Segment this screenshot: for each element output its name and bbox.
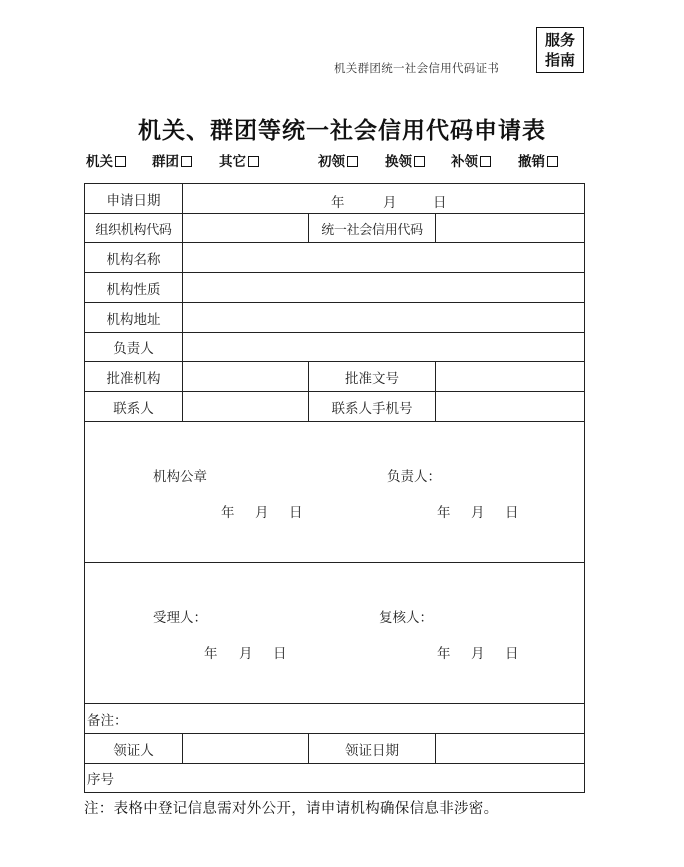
org-nature-label: 机构性质	[85, 273, 183, 303]
badge-line-2: 指南	[544, 51, 575, 69]
principal-sign-label: 负责人：	[387, 469, 441, 485]
row-collect	[85, 734, 585, 764]
footer-note: 注：表格中登记信息需对外公开，请申请机构确保信息非涉密。	[84, 801, 499, 817]
option-huanling[interactable]: 换领	[385, 150, 425, 170]
receiver-date-day: 日	[273, 646, 287, 662]
option-quntuan[interactable]: 群团	[152, 150, 192, 170]
document-subtitle: 机关群团统一社会信用代码证书	[334, 61, 500, 75]
serial-field[interactable]	[85, 764, 585, 793]
row-contact	[85, 392, 585, 422]
collector-label: 领证人	[85, 734, 183, 764]
seal-label: 机构公章	[153, 469, 207, 485]
seal-date-day: 日	[289, 505, 303, 521]
apply-date-year: 年	[331, 194, 345, 211]
application-form-table	[84, 183, 585, 793]
receiver-date-month: 月	[239, 646, 253, 662]
apply-date-day: 日	[433, 194, 447, 211]
checkbox-icon[interactable]	[547, 156, 558, 167]
remarks-field[interactable]	[85, 704, 585, 734]
principal-field[interactable]	[183, 333, 585, 362]
receiver-label: 受理人：	[153, 610, 207, 626]
approve-doc-field[interactable]	[436, 362, 585, 392]
collect-date-label: 领证日期	[309, 734, 436, 764]
org-name-field[interactable]	[183, 243, 585, 273]
remarks-label: 备注：	[87, 712, 128, 729]
row-serial	[85, 764, 585, 793]
option-qita[interactable]: 其它	[219, 150, 259, 170]
row-review-signature	[85, 563, 585, 704]
principal-date-month: 月	[471, 505, 485, 521]
credit-code-label: 统一社会信用代码	[309, 214, 436, 243]
principal-date-day: 日	[505, 505, 519, 521]
receiver-date-year: 年	[204, 646, 218, 662]
approve-org-field[interactable]	[183, 362, 309, 392]
reviewer-date-month: 月	[471, 646, 485, 662]
seal-signature-area[interactable]	[85, 422, 585, 563]
contact-label: 联系人	[85, 392, 183, 422]
org-nature-field[interactable]	[183, 273, 585, 303]
form-title: 机关、群团等统一社会信用代码申请表	[138, 118, 546, 144]
checkbox-icon[interactable]	[248, 156, 259, 167]
service-guide-badge	[536, 27, 584, 73]
approve-org-label: 批准机构	[85, 362, 183, 392]
principal-date-year: 年	[437, 505, 451, 521]
row-principal	[85, 333, 585, 362]
checkbox-icon[interactable]	[480, 156, 491, 167]
reviewer-date-year: 年	[437, 646, 451, 662]
seal-date-year: 年	[221, 505, 235, 521]
contact-phone-field[interactable]	[436, 392, 585, 422]
org-name-label: 机构名称	[85, 243, 183, 273]
option-chuling[interactable]: 初领	[318, 150, 358, 170]
row-org-name	[85, 243, 585, 273]
checkbox-icon[interactable]	[347, 156, 358, 167]
option-buling[interactable]: 补领	[451, 150, 491, 170]
seal-date-month: 月	[255, 505, 269, 521]
approve-doc-label: 批准文号	[309, 362, 436, 392]
checkbox-icon[interactable]	[181, 156, 192, 167]
checkbox-icon[interactable]	[115, 156, 126, 167]
org-address-label: 机构地址	[85, 303, 183, 333]
reviewer-label: 复核人：	[379, 610, 433, 626]
collect-date-field[interactable]	[436, 734, 585, 764]
reviewer-date-day: 日	[505, 646, 519, 662]
review-signature-area[interactable]	[85, 563, 585, 704]
apply-date-month: 月	[383, 194, 397, 211]
apply-date-label: 申请日期	[85, 184, 183, 214]
row-apply-date	[85, 184, 585, 214]
badge-line-1: 服务	[544, 31, 575, 49]
contact-field[interactable]	[183, 392, 309, 422]
row-seal-signature	[85, 422, 585, 563]
checkbox-icon[interactable]	[414, 156, 425, 167]
option-jiguan[interactable]: 机关	[86, 150, 126, 170]
row-approval	[85, 362, 585, 392]
apply-date-field[interactable]	[183, 184, 585, 214]
org-code-field[interactable]	[183, 214, 309, 243]
serial-label: 序号	[87, 772, 114, 788]
row-org-address	[85, 303, 585, 333]
principal-label: 负责人	[85, 333, 183, 362]
row-org-nature	[85, 273, 585, 303]
row-remarks	[85, 704, 585, 734]
contact-phone-label: 联系人手机号	[309, 392, 436, 422]
collector-field[interactable]	[183, 734, 309, 764]
credit-code-field[interactable]	[436, 214, 585, 243]
org-address-field[interactable]	[183, 303, 585, 333]
option-chexiao[interactable]: 撤销	[518, 150, 558, 170]
org-code-label: 组织机构代码	[85, 214, 183, 243]
row-codes	[85, 214, 585, 243]
type-options	[86, 150, 586, 170]
